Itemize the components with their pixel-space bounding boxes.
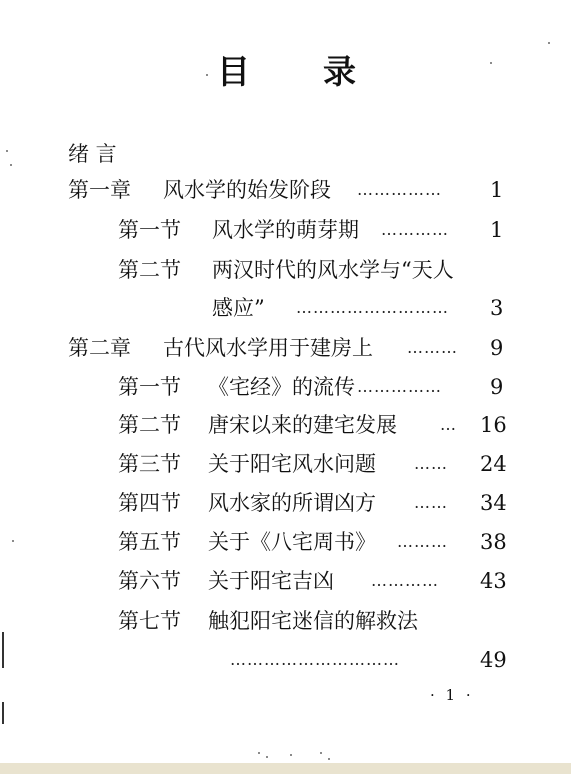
toc-entry-title: 唐宋以来的建宅发展 bbox=[208, 413, 397, 437]
toc-entry-section bbox=[0, 564, 571, 598]
scan-speck bbox=[320, 752, 322, 754]
toc-entry-title: 风水家的所谓凶方 bbox=[208, 491, 376, 515]
scan-speck bbox=[10, 164, 12, 166]
toc-entry-preface bbox=[0, 137, 571, 171]
toc-entry-leader: ………………………… bbox=[230, 650, 400, 669]
toc-entry-label: 第六节 bbox=[118, 569, 181, 593]
scan-speck bbox=[328, 758, 330, 760]
scan-speck bbox=[266, 756, 268, 758]
toc-entry-leader: ……… bbox=[397, 532, 448, 551]
toc-entry-title: 风水学的始发阶段 bbox=[163, 178, 331, 202]
toc-entry-section bbox=[0, 370, 571, 404]
toc-entry-leader: …………… bbox=[357, 180, 442, 199]
toc-entry-label: 第一章 bbox=[68, 178, 131, 202]
toc-entry-leader: ………… bbox=[381, 220, 449, 239]
page-number: · 1 · bbox=[430, 686, 474, 704]
toc-entry-section bbox=[0, 408, 571, 442]
toc-entry-label: 第一节 bbox=[118, 375, 181, 399]
toc-entry-section bbox=[0, 525, 571, 559]
toc-entry-label: 第四节 bbox=[118, 491, 181, 515]
scan-speck bbox=[548, 42, 550, 44]
scan-speck bbox=[490, 62, 492, 64]
toc-entry-section-continued bbox=[0, 643, 571, 677]
toc-entry-label: 第七节 bbox=[118, 609, 181, 633]
toc-entry-title: 关于阳宅风水问题 bbox=[208, 452, 376, 476]
toc-entry-label: 绪 言 bbox=[68, 142, 117, 166]
toc-entry-leader: …… bbox=[414, 493, 448, 512]
toc-entry-title: 关于《八宅周书》 bbox=[208, 530, 376, 554]
toc-entry-title: 两汉时代的风水学与“天人 bbox=[212, 258, 454, 282]
toc-entry-page: 1 bbox=[490, 178, 504, 202]
toc-entry-leader: ……………………… bbox=[296, 298, 449, 317]
toc-entry-section bbox=[0, 486, 571, 520]
toc-entry-label: 第二节 bbox=[118, 258, 181, 282]
toc-entry-label: 第五节 bbox=[118, 530, 181, 554]
toc-entry-title: 关于阳宅吉凶 bbox=[208, 569, 334, 593]
toc-entry-page: 24 bbox=[480, 452, 507, 476]
scan-speck bbox=[206, 74, 208, 76]
toc-entry-page: 9 bbox=[490, 375, 504, 399]
toc-entry-label: 第三节 bbox=[118, 452, 181, 476]
toc-entry-leader: ……… bbox=[407, 338, 458, 357]
toc-entry-page: 16 bbox=[480, 413, 507, 437]
toc-entry-leader: …… bbox=[414, 454, 448, 473]
toc-entry-page: 9 bbox=[490, 336, 504, 360]
scan-speck bbox=[290, 754, 292, 756]
toc-entry-leader: … bbox=[440, 415, 457, 434]
toc-entry-page: 49 bbox=[480, 648, 507, 672]
toc-entry-page: 1 bbox=[490, 218, 504, 242]
scan-edge-mark bbox=[2, 632, 4, 668]
toc-title-part-2: 录 bbox=[323, 52, 356, 91]
toc-entry-section bbox=[0, 213, 571, 247]
toc-entry-title: 触犯阳宅迷信的解救法 bbox=[208, 609, 418, 633]
toc-entry-page: 34 bbox=[480, 491, 507, 515]
toc-entry-label: 第二章 bbox=[68, 336, 131, 360]
scan-speck bbox=[6, 150, 8, 152]
toc-entry-chapter-1 bbox=[0, 173, 571, 207]
toc-entry-label: 第一节 bbox=[118, 218, 181, 242]
toc-entry-title: 风水学的萌芽期 bbox=[212, 218, 359, 242]
toc-entry-page: 38 bbox=[480, 530, 507, 554]
scan-bottom-edge bbox=[0, 763, 571, 774]
scan-speck bbox=[258, 752, 260, 754]
toc-entry-title: 古代风水学用于建房上 bbox=[163, 336, 373, 360]
scan-speck bbox=[12, 540, 14, 542]
toc-entry-section bbox=[0, 604, 571, 638]
toc-entry-label: 第二节 bbox=[118, 413, 181, 437]
toc-entry-section bbox=[0, 447, 571, 481]
toc-entry-section-continued bbox=[0, 291, 571, 325]
toc-entry-section bbox=[0, 253, 571, 287]
toc-entry-title: 感应” bbox=[212, 296, 265, 320]
toc-entry-leader: …………… bbox=[357, 377, 442, 396]
scan-edge-mark bbox=[2, 702, 4, 724]
toc-title-part-1: 目 bbox=[217, 52, 250, 91]
toc-entry-page: 43 bbox=[480, 569, 507, 593]
toc-entry-page: 3 bbox=[490, 296, 504, 320]
toc-entry-chapter-2 bbox=[0, 331, 571, 365]
toc-entry-leader: ………… bbox=[371, 571, 439, 590]
toc-entry-title: 《宅经》的流传 bbox=[208, 375, 355, 399]
